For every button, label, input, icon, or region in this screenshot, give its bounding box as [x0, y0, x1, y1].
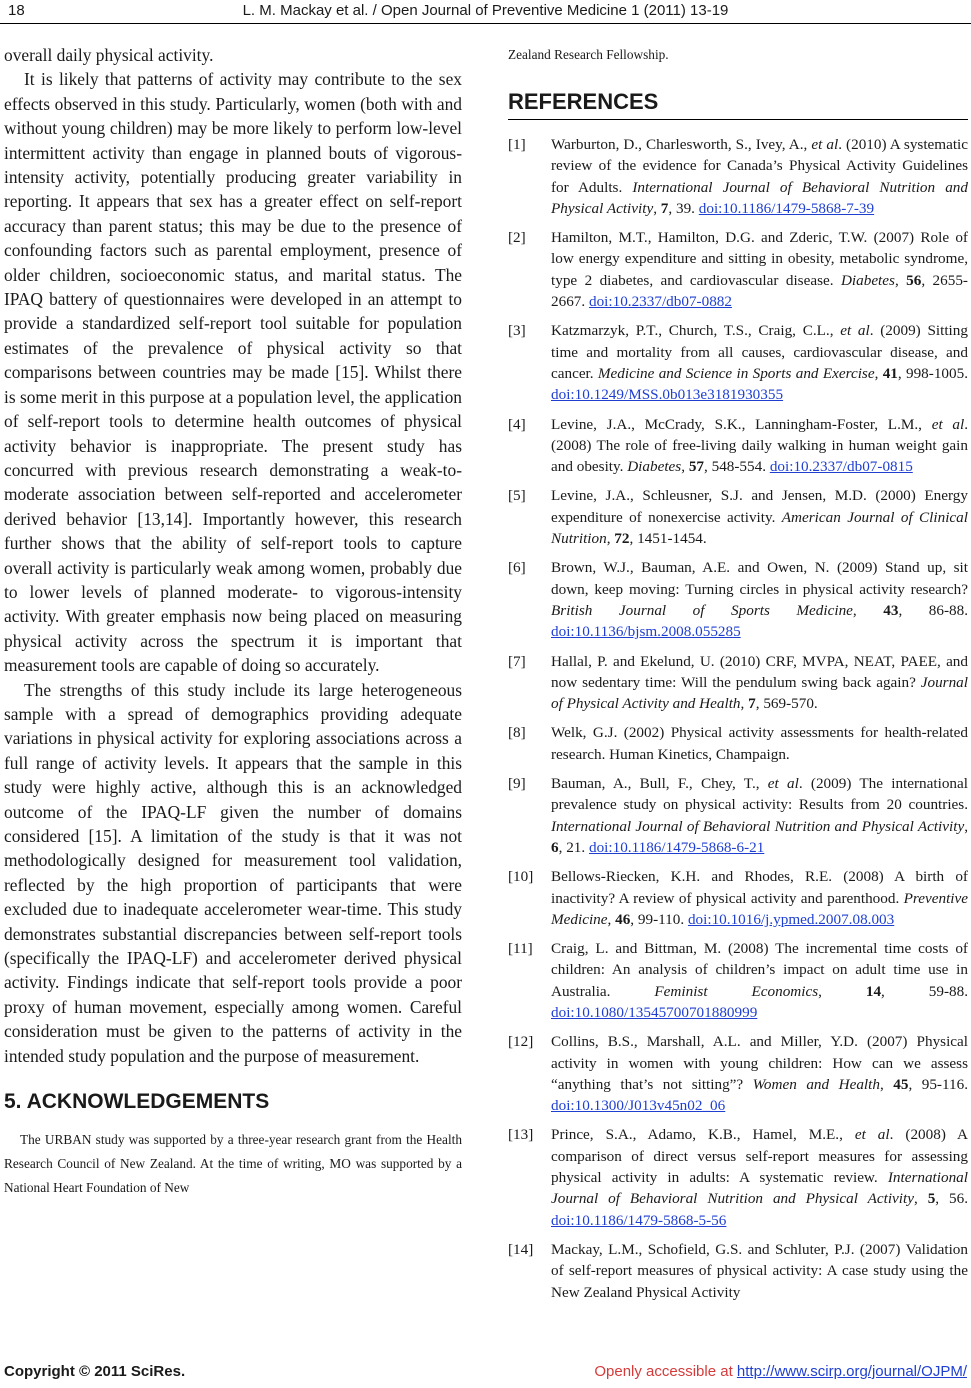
- reference-volume: 56: [906, 271, 922, 289]
- reference-text: ,: [879, 1075, 894, 1093]
- journal-url-link[interactable]: http://www.scirp.org/journal/OJPM/: [736, 1363, 967, 1380]
- acknowledgements-continuation: Zealand Research Fellowship.: [508, 47, 669, 62]
- page-number: 18: [8, 2, 25, 19]
- reference-number: [10]: [508, 868, 534, 886]
- references-rule: [508, 119, 968, 120]
- references-list: [508, 134, 968, 1303]
- reference-italic: International Journal of Behavioral Nutrition and Physical Activity: [551, 178, 968, 217]
- reference-text: ,: [852, 601, 884, 619]
- reference-number: [4]: [508, 415, 526, 433]
- reference-number: [13]: [508, 1126, 534, 1144]
- reference-italic: Feminist Economics: [654, 982, 819, 1000]
- reference-text: . (2009) The international prevalence study on physical activity: Results from 20 countries.: [551, 775, 968, 814]
- reference-item: [508, 866, 968, 930]
- reference-text: . (2008) A comparison of direct versus self-report measures for assessing physical activity in adults: A systematic review.: [551, 1126, 968, 1187]
- reference-italic: et al: [767, 775, 799, 793]
- reference-text: Hallal, P. and Ekelund, U. (2010) CRF, MVPA, NEAT, PAEE, and now sedentary time: Will the pendulum swing back again?: [551, 652, 968, 691]
- reference-text: Katzmarzyk, P.T., Church, T.S., Craig, C.L.,: [551, 322, 841, 340]
- open-access-label: Openly accessible at: [594, 1363, 737, 1380]
- reference-text: , 86-88.: [898, 601, 969, 619]
- reference-volume: 41: [882, 364, 898, 382]
- reference-item: [508, 1031, 968, 1116]
- acknowledgements-text: The URBAN study was supported by a three-year research grant from the Health Research Council of New Zealand. At the time of writing, MO was supported by a National Heart Foundation of New: [4, 1132, 462, 1196]
- running-title: L. M. Mackay et al. / Open Journal of Preventive Medicine 1 (2011) 13-19: [242, 2, 729, 19]
- reference-italic: International Journal of Behavioral Nutrition and Physical Activity: [551, 817, 965, 835]
- reference-volume: 5: [927, 1190, 936, 1208]
- doi-link[interactable]: doi:10.1016/j.ypmed.2007.08.003: [687, 910, 895, 928]
- reference-item: [508, 938, 968, 1023]
- reference-item: [508, 134, 968, 219]
- reference-text: ,: [874, 364, 883, 382]
- reference-volume: 57: [688, 458, 704, 476]
- reference-text: , 998-1005.: [897, 364, 968, 382]
- reference-number: [9]: [508, 775, 526, 793]
- doi-link[interactable]: doi:10.1249/MSS.0b013e3181930355: [551, 386, 784, 404]
- reference-number: [5]: [508, 487, 526, 505]
- reference-italic: et al: [854, 1126, 890, 1144]
- reference-italic: Diabetes: [840, 271, 895, 289]
- reference-number: [11]: [508, 940, 533, 958]
- reference-text: , 2655-2667.: [551, 271, 968, 311]
- doi-link[interactable]: doi:10.2337/db07-0882: [588, 293, 732, 311]
- reference-number: [6]: [508, 559, 526, 577]
- reference-text: Collins, B.S., Marshall, A.L. and Miller, Y.D. (2007) Physical activity in women with young children: How can we assess “anything that’s not sitting”?: [551, 1033, 968, 1093]
- copyright-notice: Copyright © 2011 SciRes.: [4, 1363, 186, 1380]
- reference-italic: Diabetes: [627, 458, 682, 476]
- reference-volume: 14: [865, 982, 882, 1000]
- reference-item: [508, 1239, 968, 1303]
- reference-italic: Women and Health: [752, 1075, 880, 1093]
- reference-text: , 99-110.: [630, 910, 688, 928]
- reference-text: ,: [606, 530, 615, 548]
- open-access-notice: [594, 1363, 967, 1380]
- header-rule: [0, 23, 971, 24]
- reference-number: [12]: [508, 1033, 534, 1051]
- reference-volume: 6: [551, 838, 559, 856]
- reference-text: . (2009) Sitting time and mortality from all causes, cardiovascular disease, and cancer.: [551, 322, 968, 382]
- reference-text: , 21.: [558, 838, 589, 856]
- reference-number: [3]: [508, 322, 526, 340]
- reference-text: ,: [818, 982, 866, 1000]
- reference-text: ,: [681, 458, 689, 476]
- reference-volume: 45: [893, 1075, 909, 1093]
- reference-item: [508, 651, 968, 715]
- reference-text: ,: [894, 271, 907, 289]
- reference-number: [7]: [508, 652, 526, 670]
- reference-number: [14]: [508, 1240, 534, 1258]
- reference-item: [508, 557, 968, 642]
- paragraph-strengths: The strengths of this study include its large heterogeneous sample with a spread of demographics providing adequate variations in physical activity for exploring associations across a full range of activity levels. It appears that the sample in this study were highly active, although this is an acknowledged outcome of the IPAQ-LF given the number of domains considered [15]. A limitation of the study is that it was not methodologically designed for measurement tool validation, reflected by the high proportion of participants that were excluded due to inadequate accelerometer wear-time. This study demonstrates substantial discrepancies between self-report tools (specifically the IPAQ-LF) and accelerometer derived physical activity. Findings indicate that self-report tools provide a poor proxy of human movement, especially among women. Careful consideration must be given to the patterns of activity in the intended study population and the purpose of measurement.: [4, 679, 462, 1066]
- reference-number: [1]: [508, 136, 526, 153]
- reference-text: , 56.: [935, 1190, 969, 1208]
- reference-text: , 59-88.: [881, 982, 969, 1000]
- reference-text: Hamilton, M.T., Hamilton, D.G. and Zderic, T.W. (2007) Role of low energy expenditure and sitting in obesity, metabolic syndrome, type 2 diabetes, and cardiovascular disease.: [551, 229, 968, 289]
- reference-text: Warburton, D., Charlesworth, S., Ivey, A.,: [551, 136, 812, 153]
- reference-italic: British Journal of Sports Medicine: [551, 601, 853, 619]
- reference-item: [508, 485, 968, 549]
- reference-text: Mackay, L.M., Schofield, G.S. and Schluter, P.J. (2007) Validation of self-report measures of physical activity: A case study using the New Zealand Physical Activity: [551, 1240, 968, 1301]
- doi-link[interactable]: doi:10.1186/1479-5868-5-56: [551, 1211, 727, 1229]
- reference-text: ,: [653, 199, 661, 217]
- paragraph-continuation: overall daily physical activity.: [4, 45, 214, 65]
- reference-italic: et al: [931, 415, 965, 433]
- reference-text: , 569-570.: [755, 695, 818, 713]
- reference-volume: 43: [883, 601, 899, 619]
- reference-italic: Journal of Physical Activity and Health: [551, 673, 968, 713]
- reference-text: Craig, L. and Bittman, M. (2008) The incremental time costs of children: An analysis of children’s impact on adult time use in Australia.: [551, 940, 968, 1000]
- reference-italic: et al: [840, 322, 870, 340]
- reference-text: Levine, J.A., McCrady, S.K., Lanningham-Foster, L.M.,: [551, 415, 932, 433]
- reference-italic: International Journal of Behavioral Nutrition and Physical Activity: [551, 1169, 968, 1208]
- reference-number: [2]: [508, 229, 526, 247]
- doi-link[interactable]: doi:10.1136/bjsm.2008.055285: [551, 623, 741, 641]
- reference-volume: 7: [748, 695, 756, 713]
- reference-text: Bauman, A., Bull, F., Chey, T.,: [551, 775, 768, 793]
- reference-text: ,: [913, 1190, 928, 1208]
- doi-link[interactable]: doi:10.2337/db07-0815: [769, 458, 913, 476]
- references-heading: REFERENCES: [508, 89, 659, 114]
- left-column: [4, 43, 462, 1200]
- reference-volume: 7: [660, 199, 669, 217]
- reference-item: [508, 722, 968, 765]
- reference-text: . (2008) The role of free-living daily walking in human weight gain and obesity.: [551, 415, 968, 476]
- reference-italic: Preventive Medicine: [551, 889, 968, 928]
- reference-item: [508, 1124, 968, 1230]
- doi-link[interactable]: doi:10.1186/1479-5868-6-21: [588, 838, 765, 856]
- reference-text: . (2010) A systematic review of the evidence for Canada’s Physical Activity Guidelines for Adults.: [551, 136, 969, 196]
- reference-text: , 95-116.: [908, 1075, 968, 1093]
- paragraph-activity-patterns: It is likely that patterns of activity may contribute to the sex effects observed in this study. Particularly, women (both with and without young children) may be more likely to perform low-level intermittent activity than engage in planned bouts of vigorous-intensity activity, potentially producing greater variability in reporting. It appears that sex has a greater effect on self-report accuracy than parent status; this may be due to the presence of confounding factors such as parental employment, presence of older children, socioeconomic status, and marital status. The IPAQ battery of questionnaires were developed in an attempt to provide a standardized self-report tool suitable for population estimates of the prevalence of physical activity so that comparisons between countries may be made [15]. Whilst there is some merit in this purpose at a population level, the application of self-report tools to determine health outcomes of physical activity behavior is inappropriate. The present study has concurred with previous research demonstrating a weak-to-moderate association between self-reported and accelerometer derived behavior [13,14]. Importantly however, this research further shows that the ability of self-report tools to capture overall activity is particularly weak among women, probably due to lower levels of planned moderate- to vigorous-intensity activity. With greater emphasis now being placed on measuring physical activity across the spectrum it is important that measurement tools are capable of doing so accurately.: [4, 69, 462, 676]
- reference-text: Levine, J.A., Schleusner, S.J. and Jensen, M.D. (2000) Energy expenditure of nonexercise activity.: [551, 487, 968, 526]
- reference-italic: Medicine and Science in Sports and Exercise: [597, 364, 875, 382]
- reference-italic: et al: [811, 136, 839, 153]
- page-footer: [0, 1363, 971, 1385]
- reference-text: Prince, S.A., Adamo, K.B., Hamel, M.E.,: [551, 1126, 855, 1144]
- doi-link[interactable]: doi:10.1300/J013v45n02_06: [551, 1097, 726, 1115]
- reference-volume: 46: [615, 910, 631, 928]
- doi-link[interactable]: doi:10.1080/13545700701880999: [551, 1003, 758, 1021]
- reference-text: , 39.: [668, 199, 699, 217]
- reference-number: [8]: [508, 724, 526, 742]
- reference-text: , 1451-1454.: [629, 530, 707, 548]
- right-column: [508, 43, 968, 1311]
- doi-link[interactable]: doi:10.1186/1479-5868-7-39: [698, 199, 875, 217]
- reference-text: ,: [740, 695, 749, 713]
- reference-item: [508, 227, 968, 312]
- running-header: [0, 0, 971, 24]
- reference-text: , 548-554.: [704, 458, 770, 476]
- reference-text: ,: [607, 910, 616, 928]
- reference-text: ,: [964, 817, 968, 835]
- reference-item: [508, 320, 968, 405]
- reference-item: [508, 773, 968, 858]
- acknowledgements-heading: 5. ACKNOWLEDGEMENTS: [4, 1090, 270, 1114]
- reference-italic: American Journal of Clinical Nutrition: [551, 508, 968, 548]
- reference-volume: 72: [614, 530, 630, 548]
- reference-text: Brown, W.J., Bauman, A.E. and Owen, N. (2009) Stand up, sit down, keep moving: Turning circles in physical activity research?: [551, 559, 968, 598]
- reference-text: Welk, G.J. (2002) Physical activity assessments for health-related research. Human Kinetics, Champaign.: [551, 724, 968, 763]
- reference-item: [508, 414, 968, 478]
- reference-text: Bellows-Riecken, K.H. and Rhodes, R.E. (2008) A birth of inactivity? A review of physical activity and parenthood.: [551, 868, 968, 907]
